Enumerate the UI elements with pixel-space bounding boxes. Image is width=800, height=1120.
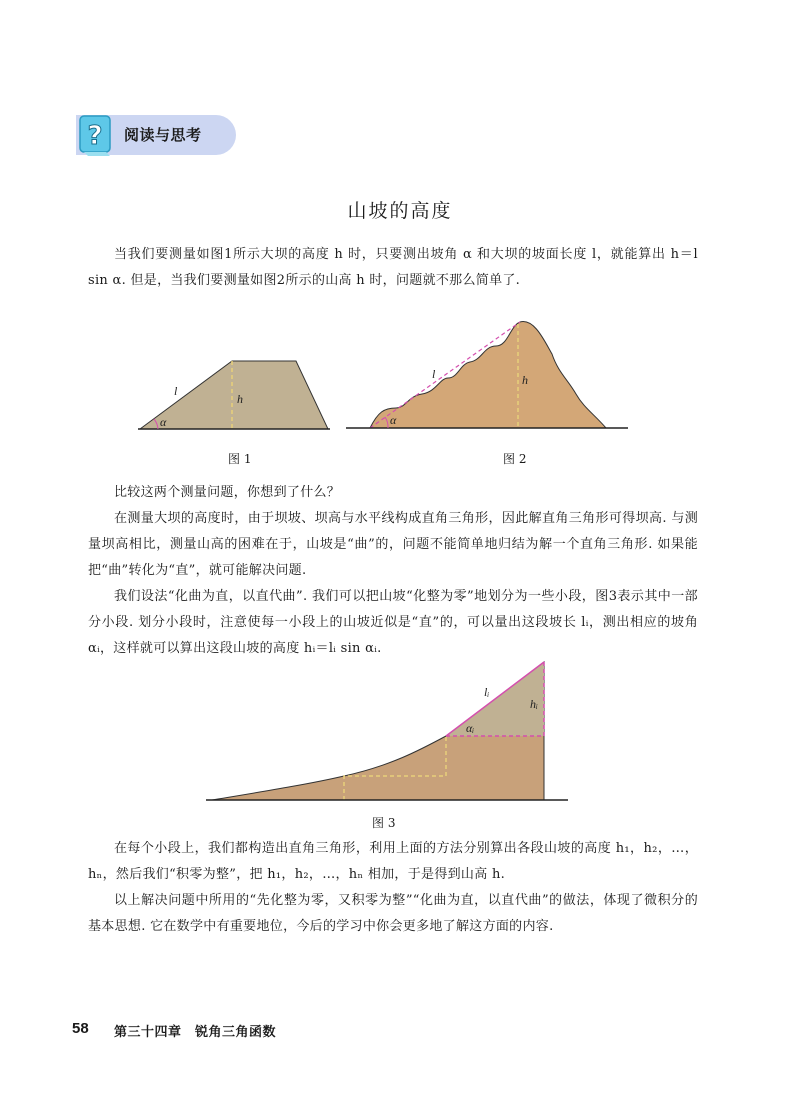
question-book-icon <box>76 112 118 158</box>
paragraph-6: 以上解决问题中所用的“先化整为零，又积零为整”“化曲为直，以直代曲”的做法，体现了微积分的基本思想. 它在数学中有重要地位，今后的学习中你会更多地了解这方面的内容. <box>88 893 698 934</box>
fig3-label-h: hᵢ <box>530 697 538 711</box>
paragraph-5: 在每个小段上，我们都构造出直角三角形，利用上面的方法分别算出各段山坡的高度 h₁，h₂，…，hₙ，然后我们“积零为整”，把 h₁，h₂，…，hₙ 相加，于是得到山高 h. <box>88 841 698 882</box>
page-number: 58 <box>72 1020 89 1037</box>
figure-2-mountain <box>344 316 630 434</box>
figure-1-dam <box>130 355 340 435</box>
figure-2-caption: 图 2 <box>503 452 527 466</box>
dam-shape <box>140 361 328 429</box>
mountain-shape <box>370 322 606 428</box>
paragraph-2: 比较这两个测量问题，你想到了什么？ <box>114 485 341 500</box>
paragraph-4: 我们设法“化曲为直，以直代曲”. 我们可以把山坡“化整为零”地划分为一些小段，图3表示其中一部分小段. 划分小段时，注意使每一小段上的山坡近似是“直”的，可以量出这段坡长 lᵢ，测出相应的坡角 αᵢ，这样就可以算出这段山坡的高度 hᵢ＝lᵢ sin αᵢ. <box>88 589 698 656</box>
fig3-label-l: lᵢ <box>484 685 490 699</box>
chapter-title: 第三十四章 锐角三角函数 <box>114 1025 277 1040</box>
fig3-label-alpha: αᵢ <box>466 721 475 735</box>
paragraph-3: 在测量大坝的高度时，由于坝坡、坝高与水平线构成直角三角形，因此解直角三角形可得坝高. 与测量坝高相比，测量山高的困难在于，山坡是“曲”的，问题不能简单地归结为解一个直角三角形. 如果能把“曲”转化为“直”，就可能解决问题. <box>88 511 698 578</box>
fig1-label-h: h <box>237 392 243 406</box>
fig2-label-l: l <box>432 367 436 381</box>
fig2-label-h: h <box>522 373 528 387</box>
fig1-label-l: l <box>174 384 178 398</box>
figure-1-caption: 图 1 <box>228 452 252 466</box>
paragraph-1: 当我们要测量如图1所示大坝的高度 h 时，只要测出坡角 α 和大坝的坡面长度 l，就能算出 h＝l sin α. 但是，当我们要测量如图2所示的山高 h 时，问题就不那么简单了. <box>88 247 698 288</box>
svg-text:?: ? <box>87 121 103 151</box>
fig2-label-alpha: α <box>390 413 397 427</box>
figure-3-slope-segments <box>200 656 570 806</box>
figure-3-caption: 图 3 <box>372 816 396 830</box>
article-title: 山坡的高度 <box>347 200 453 222</box>
banner-label: 阅读与思考 <box>124 126 202 144</box>
fig1-label-alpha: α <box>160 415 167 429</box>
